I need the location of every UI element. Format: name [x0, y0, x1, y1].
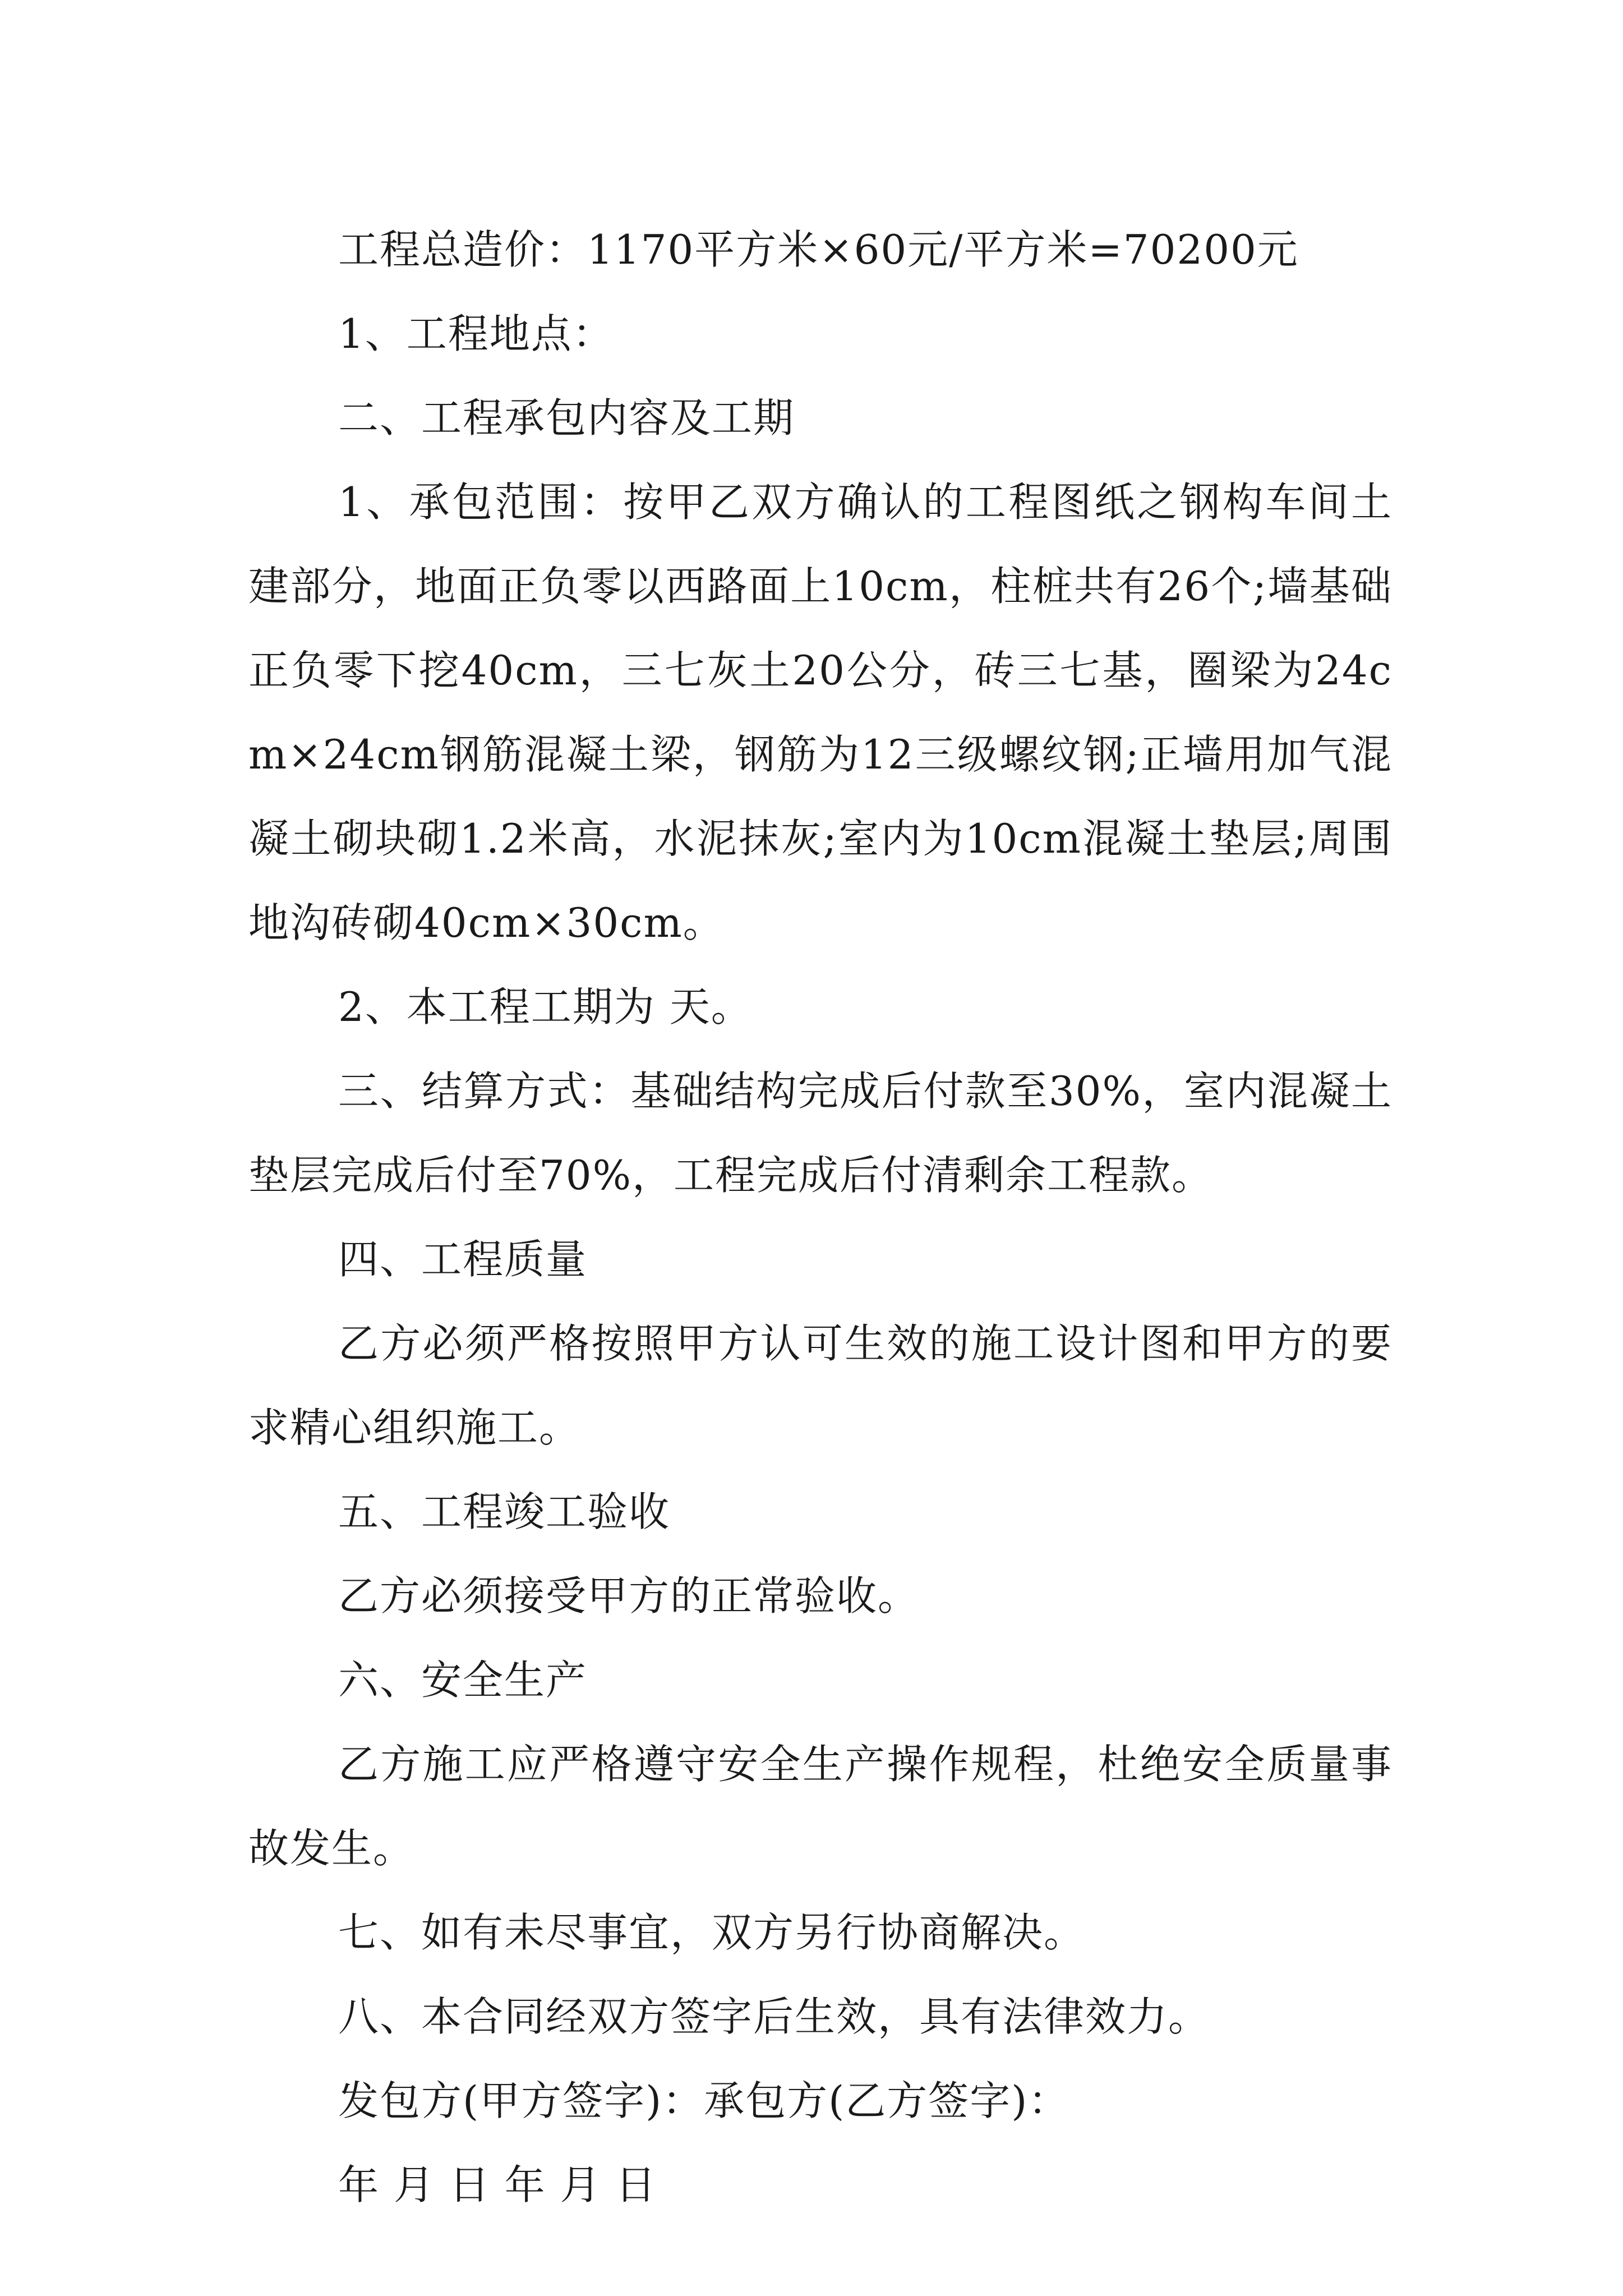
quality-paragraph: 乙方必须严格按照甲方认可生效的施工设计图和甲方的要求精心组织施工。	[248, 1320, 1393, 1451]
date-line: 年 月 日 年 月 日	[338, 2161, 657, 2208]
acceptance-paragraph: 乙方必须接受甲方的正常验收。	[338, 1572, 920, 1619]
total-cost-line: 工程总造价：1170平方米×60元/平方米=70200元	[338, 226, 1299, 273]
scope-paragraph: 1、承包范围：按甲乙双方确认的工程图纸之钢构车间土建部分，地面正负零以西路面上10cm，柱桩共有26个;墙基础正负零下挖40cm，三七灰土20公分，砖三七基，圈梁为24cm×24cm钢筋混凝土梁，钢筋为12三级螺纹钢;正墙用加气混凝土砌块砌1.2米高，水泥抹灰;室内为10cm混凝土垫层;周围地沟砖砌40cm×30cm。	[248, 478, 1393, 946]
safety-paragraph: 乙方施工应严格遵守安全生产操作规程，杜绝安全质量事故发生。	[248, 1741, 1393, 1872]
section-heading-safety: 六、安全生产	[338, 1657, 588, 1704]
signature-line: 发包方(甲方签字)：承包方(乙方签字)：	[338, 2077, 1070, 2124]
clause-eight: 八、本合同经双方签字后生效，具有法律效力。	[338, 1993, 1210, 2040]
clause-seven: 七、如有未尽事宜，双方另行协商解决。	[338, 1909, 1086, 1956]
construction-period-line: 2、本工程工期为 天。	[338, 983, 753, 1030]
section-heading-scope-and-period: 二、工程承包内容及工期	[338, 394, 795, 441]
section-heading-acceptance: 五、工程竣工验收	[338, 1488, 671, 1535]
section-heading-quality: 四、工程质量	[338, 1236, 588, 1283]
settlement-paragraph: 三、结算方式：基础结构完成后付款至30%，室内混凝土垫层完成后付至70%，工程完成后付清剩余工程款。	[248, 1068, 1393, 1199]
project-location-line: 1、工程地点：	[338, 310, 614, 357]
document-body	[248, 208, 1393, 2227]
